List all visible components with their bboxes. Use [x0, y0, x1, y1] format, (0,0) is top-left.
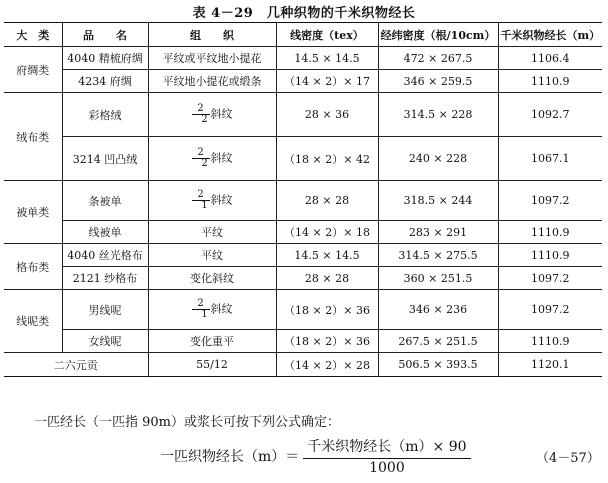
category-cell: 绒布类	[4, 93, 62, 181]
category-cell: 府绸类	[4, 47, 62, 93]
formula-numerator: 千米织物经长（m）× 90	[303, 436, 470, 459]
sett-cell: 267.5 × 251.5	[378, 330, 498, 353]
density-cell: （18 × 2）× 36	[276, 290, 378, 330]
table-row	[4, 221, 602, 244]
length-cell: 1106.4	[498, 47, 602, 70]
formula-denominator: 1000	[369, 460, 405, 476]
weave-cell: $\frac{2}{1}$ 斜纹	[148, 181, 276, 221]
density-cell: 28 × 36	[276, 93, 378, 137]
length-cell: 1110.9	[498, 221, 602, 244]
length-cell: 1097.2	[498, 290, 602, 330]
sett-cell: 360 × 251.5	[378, 267, 498, 290]
table-row	[4, 137, 602, 181]
density-cell: （18 × 2）× 42	[276, 137, 378, 181]
density-cell: （14 × 2）× 18	[276, 221, 378, 244]
density-cell: 28 × 28	[276, 181, 378, 221]
weave-cell: $\frac{2}{1}$ 斜纹	[148, 290, 276, 330]
sett-cell: 472 × 267.5	[378, 47, 498, 70]
table-row	[4, 47, 602, 70]
length-cell: 1097.2	[498, 181, 602, 221]
sett-cell: 346 × 259.5	[378, 70, 498, 93]
weave-cell: 变化重平	[148, 330, 276, 353]
name-cell: 线被单	[62, 221, 148, 244]
category-cell: 二六元贡	[4, 353, 148, 377]
category-cell: 格布类	[4, 244, 62, 290]
length-cell: 1097.2	[498, 267, 602, 290]
density-cell: （14 × 2）× 28	[276, 353, 378, 377]
weave-cell: 平纹地小提花或缎条	[148, 70, 276, 93]
length-cell: 1110.9	[498, 244, 602, 267]
sett-cell: 240 × 228	[378, 137, 498, 181]
sett-cell: 506.5 × 393.5	[378, 353, 498, 377]
density-cell: 14.5 × 14.5	[276, 47, 378, 70]
equation-number: （4－57）	[536, 451, 600, 466]
name-cell: 2121 纱格布	[62, 267, 148, 290]
length-cell: 1067.1	[498, 137, 602, 181]
table-row	[4, 244, 602, 267]
formula	[160, 436, 471, 476]
length-cell: 1120.1	[498, 353, 602, 377]
sett-cell: 283 × 291	[378, 221, 498, 244]
weave-cell: $\frac{2}{2}$ 斜纹	[148, 137, 276, 181]
weave-cell: 平纹	[148, 244, 276, 267]
name-cell: 男线呢	[62, 290, 148, 330]
weave-fraction: $\frac{2}{2}$	[192, 148, 210, 169]
table-row	[4, 330, 602, 353]
weave-cell: $\frac{2}{2}$ 斜纹	[148, 93, 276, 137]
table-title: 表 4－29 几种织物的千米织物经长	[192, 6, 416, 21]
table-row	[4, 93, 602, 137]
header-category: 大 类	[4, 23, 62, 47]
weave-cell: 平纹或平纹地小提花	[148, 47, 276, 70]
length-cell: 1110.9	[498, 70, 602, 93]
sett-cell: 314.5 × 275.5	[378, 244, 498, 267]
sett-cell: 346 × 236	[378, 290, 498, 330]
weave-cell: 55/12	[148, 353, 276, 377]
category-cell: 被单类	[4, 181, 62, 244]
weave-fraction: $\frac{2}{1}$	[192, 190, 210, 211]
sett-cell: 314.5 × 228	[378, 93, 498, 137]
weave-cell: 变化斜纹	[148, 267, 276, 290]
header-length: 千米织物经长（m）	[498, 23, 602, 47]
table-row	[4, 353, 602, 377]
density-cell: 14.5 × 14.5	[276, 244, 378, 267]
weave-fraction: $\frac{2}{2}$	[192, 104, 210, 125]
category-cell: 线呢类	[4, 290, 62, 353]
name-cell: 4040 丝光格布	[62, 244, 148, 267]
density-cell: （18 × 2）× 36	[276, 330, 378, 353]
header-weave: 组 织	[148, 23, 276, 47]
density-cell: 28 × 28	[276, 267, 378, 290]
name-cell: 女线呢	[62, 330, 148, 353]
formula-lhs: 一匹织物经长（m）＝	[160, 449, 300, 465]
header-density: 线密度（tex）	[276, 23, 378, 47]
header-name: 品 名	[62, 23, 148, 47]
formula-note: 一匹经长（一匹指 90m）或浆长可按下列公式确定：	[34, 415, 341, 430]
weave-fraction: $\frac{2}{1}$	[192, 299, 210, 320]
table-row	[4, 181, 602, 221]
formula-fraction	[303, 436, 470, 476]
name-cell: 3214 凹凸绒	[62, 137, 148, 181]
length-cell: 1110.9	[498, 330, 602, 353]
name-cell: 条被单	[62, 181, 148, 221]
name-cell: 彩格绒	[62, 93, 148, 137]
name-cell: 4040 精梳府绸	[62, 47, 148, 70]
density-cell: （14 × 2）× 17	[276, 70, 378, 93]
header-row	[4, 23, 602, 47]
header-sett: 经纬密度（根/10cm）	[378, 23, 498, 47]
sett-cell: 318.5 × 244	[378, 181, 498, 221]
table-row	[4, 267, 602, 290]
weave-cell: 平纹	[148, 221, 276, 244]
table-row	[4, 290, 602, 330]
length-cell: 1092.7	[498, 93, 602, 137]
data-table	[4, 22, 602, 377]
name-cell: 4234 府绸	[62, 70, 148, 93]
table-row	[4, 70, 602, 93]
